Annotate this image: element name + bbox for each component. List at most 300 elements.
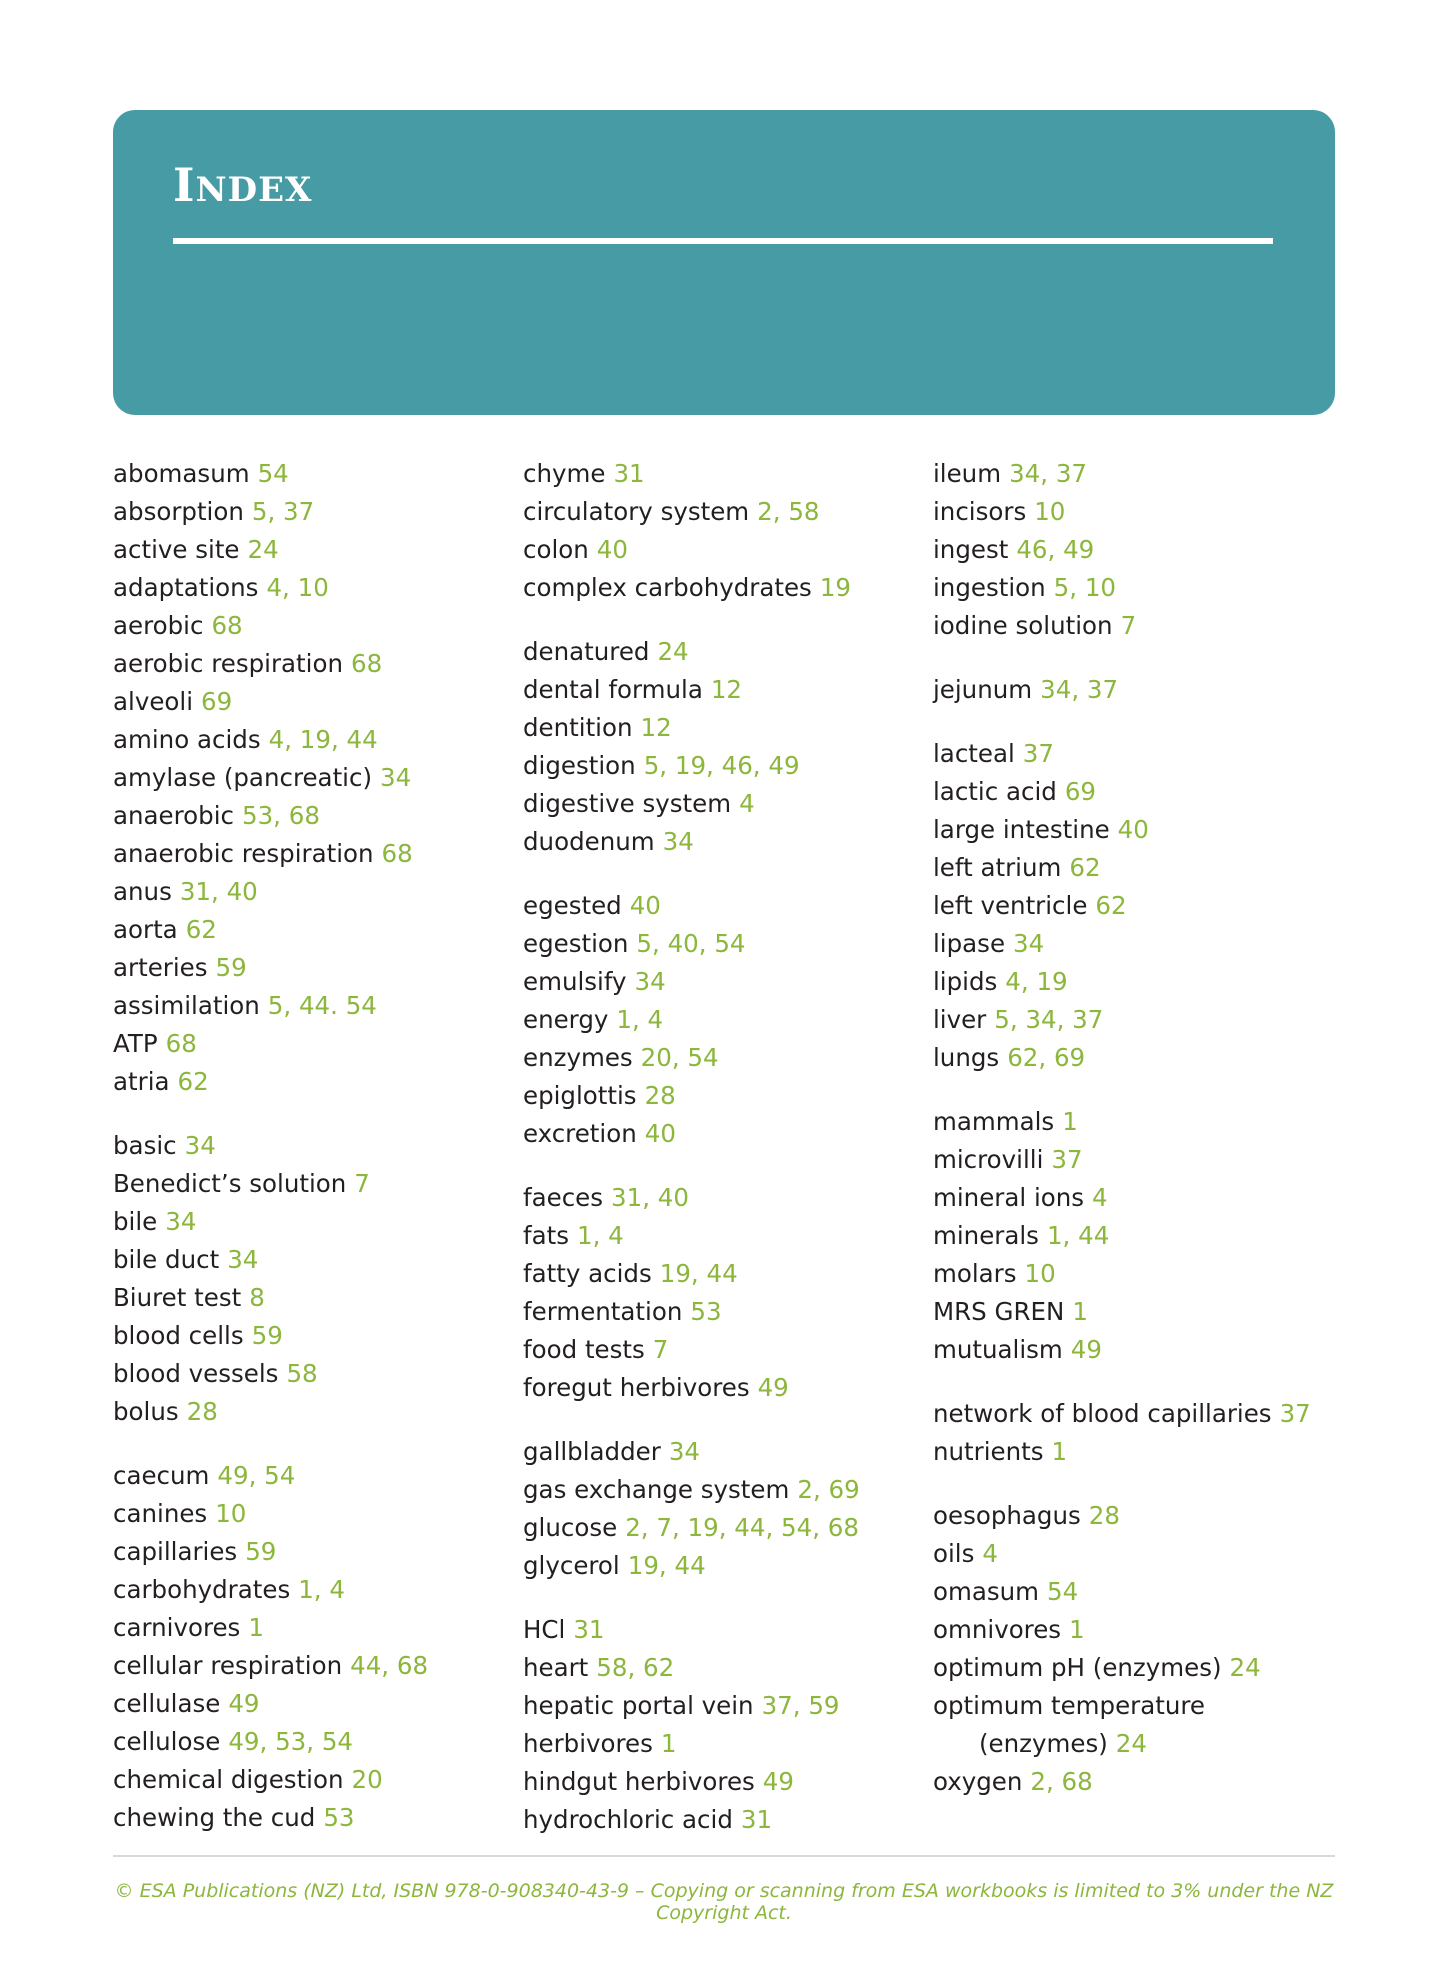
index-entry: [523, 1001, 915, 1039]
index-term: amino acids: [113, 725, 261, 754]
index-group: [933, 1497, 1325, 1801]
index-page-numbers: 10: [1024, 1259, 1056, 1288]
index-term: adaptations: [113, 573, 259, 602]
index-page-numbers: 49: [228, 1689, 260, 1718]
index-page-numbers: 37, 59: [761, 1691, 840, 1720]
index-entry: [523, 1293, 915, 1331]
index-group: [933, 671, 1325, 709]
index-page-numbers: 7: [1120, 611, 1137, 640]
index-page-numbers: 49: [1070, 1335, 1102, 1364]
index-entry: [523, 1331, 915, 1369]
index-entry: [933, 811, 1325, 849]
index-term: (enzymes): [979, 1729, 1108, 1758]
index-page-numbers: 5, 44. 54: [267, 991, 377, 1020]
index-entry: [113, 1241, 505, 1279]
index-entry: [933, 1687, 1325, 1725]
index-term: digestion: [523, 751, 636, 780]
index-term: fats: [523, 1221, 570, 1250]
index-page-numbers: 24: [1229, 1653, 1261, 1682]
index-entry: [933, 925, 1325, 963]
index-term: anus: [113, 877, 172, 906]
index-page-numbers: 19, 44: [627, 1551, 706, 1580]
index-term: caecum: [113, 1461, 210, 1490]
index-page-numbers: 31, 40: [179, 877, 258, 906]
index-term: denatured: [523, 637, 650, 666]
index-entry: [523, 1687, 915, 1725]
index-term: ATP: [113, 1029, 158, 1058]
index-entry: [523, 1801, 915, 1839]
index-term: lipase: [933, 929, 1006, 958]
index-entry: [523, 1217, 915, 1255]
index-term: oesophagus: [933, 1501, 1081, 1530]
index-entry: [113, 1355, 505, 1393]
index-term: epiglottis: [523, 1081, 637, 1110]
index-term: energy: [523, 1005, 609, 1034]
index-page-numbers: 62: [1095, 891, 1127, 920]
index-term: lacteal: [933, 739, 1015, 768]
index-entry: [933, 1103, 1325, 1141]
index-entry: [113, 949, 505, 987]
index-term: chyme: [523, 459, 606, 488]
index-term: heart: [523, 1653, 589, 1682]
index-page-numbers: 49, 54: [217, 1461, 296, 1490]
index-term: emulsify: [523, 967, 627, 996]
index-page-numbers: 37: [1279, 1399, 1311, 1428]
index-page-numbers: 49, 53, 54: [228, 1727, 354, 1756]
index-page-numbers: 34, 37: [1009, 459, 1088, 488]
index-page-numbers: 4, 19, 44: [268, 725, 378, 754]
index-entry: [113, 911, 505, 949]
index-page-numbers: 12: [640, 713, 672, 742]
index-page-numbers: 62: [185, 915, 217, 944]
index-term: complex carbohydrates: [523, 573, 812, 602]
index-page-numbers: 1: [1069, 1615, 1085, 1644]
index-entry: [113, 531, 505, 569]
index-term: omasum: [933, 1577, 1040, 1606]
index-term: ileum: [933, 459, 1002, 488]
index-page-numbers: 54: [1047, 1577, 1079, 1606]
index-page-numbers: 1, 4: [577, 1221, 624, 1250]
index-term: large intestine: [933, 815, 1110, 844]
index-entry: [523, 671, 915, 709]
index-entry: [523, 785, 915, 823]
index-entry: [523, 1725, 915, 1763]
index-term: network of blood capillaries: [933, 1399, 1272, 1428]
index-page-numbers: 12: [710, 675, 743, 704]
index-page-numbers: 40: [596, 535, 628, 564]
index-page-numbers: 1: [660, 1729, 677, 1758]
index-term: aorta: [113, 915, 178, 944]
index-page-numbers: 19: [819, 573, 852, 602]
index-group: [523, 455, 915, 607]
index-page-numbers: 40: [644, 1119, 676, 1148]
index-page-numbers: 59: [245, 1537, 277, 1566]
index-entry: [113, 1165, 505, 1203]
index-group: [523, 887, 915, 1153]
index-page-numbers: 40: [629, 891, 661, 920]
index-term: amylase (pancreatic): [113, 763, 373, 792]
index-entry: [523, 925, 915, 963]
index-entry: [933, 531, 1325, 569]
index-entry: [933, 1611, 1325, 1649]
index-term: anaerobic respiration: [113, 839, 374, 868]
index-page-numbers: 34: [184, 1131, 216, 1160]
index-page-numbers: 7: [652, 1335, 669, 1364]
index-term: digestive system: [523, 789, 732, 818]
index-term: hindgut herbivores: [523, 1767, 755, 1796]
index-term: active site: [113, 535, 240, 564]
index-page-numbers: 31: [573, 1615, 605, 1644]
index-entry: [933, 569, 1325, 607]
index-entry: [113, 759, 505, 797]
index-entry: [933, 607, 1325, 645]
index-term: left ventricle: [933, 891, 1088, 920]
index-term: MRS GREN: [933, 1297, 1065, 1326]
index-entry: [933, 1433, 1325, 1471]
index-entry: [113, 683, 505, 721]
index-entry: [523, 1509, 915, 1547]
index-column-2: [523, 455, 933, 1865]
index-entry: [523, 1369, 915, 1407]
index-page-numbers: 40: [1117, 815, 1149, 844]
index-page-numbers: 5, 19, 46, 49: [643, 751, 800, 780]
index-page-numbers: 31, 40: [611, 1183, 689, 1212]
index-entry: [523, 709, 915, 747]
index-entry: [933, 671, 1325, 709]
footer-copyright: © ESA Publications (NZ) Ltd, ISBN 978-0-908340-43-9 – Copying or scanning from ESA workbooks is limited to 3% under the NZ Copyright Act.: [114, 1880, 1334, 1924]
index-entry: [113, 569, 505, 607]
index-page-numbers: 2, 7, 19, 44, 54, 68: [625, 1513, 859, 1542]
index-page-numbers: 59: [215, 953, 247, 982]
index-group: [523, 1179, 915, 1407]
index-term: Biuret test: [113, 1283, 242, 1312]
index-page-numbers: 34: [634, 967, 666, 996]
index-entry: [113, 1723, 505, 1761]
index-term: absorption: [113, 497, 244, 526]
index-term: assimilation: [113, 991, 260, 1020]
index-entry: [933, 887, 1325, 925]
index-entry: [933, 1255, 1325, 1293]
index-page-numbers: 1: [248, 1613, 264, 1642]
index-term: dentition: [523, 713, 633, 742]
index-entry: [113, 1127, 505, 1165]
index-entry: [113, 1025, 505, 1063]
index-entry: [113, 987, 505, 1025]
index-entry: [113, 721, 505, 759]
index-term: hepatic portal vein: [523, 1691, 754, 1720]
index-entry: [933, 735, 1325, 773]
index-entry: [933, 1331, 1325, 1369]
index-group: [933, 455, 1325, 645]
index-entry: [523, 1433, 915, 1471]
index-term: blood vessels: [113, 1359, 279, 1388]
index-term: glycerol: [523, 1551, 620, 1580]
index-entry: [933, 1573, 1325, 1611]
index-group: [113, 1127, 505, 1431]
index-column-1: [113, 455, 523, 1865]
index-page-numbers: 68: [350, 649, 383, 678]
index-term: capillaries: [113, 1537, 238, 1566]
index-page-numbers: 5, 34, 37: [994, 1005, 1104, 1034]
index-term: herbivores: [523, 1729, 653, 1758]
index-entry: [933, 1725, 1325, 1763]
index-term: bile duct: [113, 1245, 220, 1274]
index-page-numbers: 7: [354, 1169, 370, 1198]
index-entry: [113, 1063, 505, 1101]
footer-divider: [113, 1855, 1335, 1857]
index-term: excretion: [523, 1119, 637, 1148]
index-term: enzymes: [523, 1043, 633, 1072]
index-page-numbers: 1: [1072, 1297, 1088, 1326]
index-entry: [523, 569, 915, 607]
index-entry: [933, 773, 1325, 811]
index-page-numbers: 5, 40, 54: [636, 929, 746, 958]
index-term: fatty acids: [523, 1259, 652, 1288]
index-entry: [113, 1647, 505, 1685]
index-term: colon: [523, 535, 589, 564]
index-term: alveoli: [113, 687, 193, 716]
index-entry: [523, 887, 915, 925]
index-term: HCl: [523, 1615, 566, 1644]
index-entry: [933, 493, 1325, 531]
index-page-numbers: 44, 68: [350, 1651, 429, 1680]
index-header-banner: [113, 110, 1335, 415]
index-term: left atrium: [933, 853, 1062, 882]
index-term: foregut herbivores: [523, 1373, 750, 1402]
index-entry: [523, 1611, 915, 1649]
index-page-numbers: 37: [1051, 1145, 1083, 1174]
index-entry: [523, 455, 915, 493]
index-entry: [113, 1609, 505, 1647]
index-term: ingestion: [933, 573, 1046, 602]
index-term: molars: [933, 1259, 1017, 1288]
page-title-rest: NDEX: [195, 170, 313, 210]
index-group: [113, 1457, 505, 1837]
index-entry: [113, 835, 505, 873]
index-term: egested: [523, 891, 622, 920]
index-term: lungs: [933, 1043, 1000, 1072]
index-page-numbers: 1: [1051, 1437, 1068, 1466]
index-term: cellulase: [113, 1689, 221, 1718]
index-term: optimum temperature: [933, 1691, 1206, 1720]
index-term: iodine solution: [933, 611, 1113, 640]
index-page-numbers: 2, 58: [757, 497, 820, 526]
index-group: [933, 1103, 1325, 1369]
index-entry: [933, 1763, 1325, 1801]
index-group: [523, 633, 915, 861]
index-entry: [113, 1533, 505, 1571]
index-entry: [523, 531, 915, 569]
index-entry: [523, 747, 915, 785]
index-term: mammals: [933, 1107, 1055, 1136]
index-page-numbers: 24: [247, 535, 279, 564]
index-entry: [933, 963, 1325, 1001]
index-page-numbers: 4, 10: [266, 573, 329, 602]
index-entry: [113, 797, 505, 835]
index-entry: [933, 1039, 1325, 1077]
index-page-numbers: 34: [380, 763, 412, 792]
index-page-numbers: 53: [690, 1297, 722, 1326]
index-page-numbers: 28: [186, 1397, 218, 1426]
index-page-numbers: 4: [739, 789, 755, 818]
index-entry: [523, 1471, 915, 1509]
index-term: abomasum: [113, 459, 250, 488]
index-entry: [113, 1457, 505, 1495]
index-group: [933, 1395, 1325, 1471]
index-term: ingest: [933, 535, 1009, 564]
index-group: [523, 1611, 915, 1839]
index-page-numbers: 34, 37: [1040, 675, 1119, 704]
index-page-numbers: 4: [1092, 1183, 1108, 1212]
index-entry: [523, 493, 915, 531]
index-term: atria: [113, 1067, 170, 1096]
index-entry: [113, 1685, 505, 1723]
index-page-numbers: 59: [251, 1321, 283, 1350]
index-page-numbers: 2, 69: [797, 1475, 860, 1504]
index-page-numbers: 68: [381, 839, 413, 868]
index-entry: [933, 849, 1325, 887]
index-entry: [933, 1001, 1325, 1039]
index-term: lipids: [933, 967, 998, 996]
index-page-numbers: 68: [211, 611, 243, 640]
index-term: arteries: [113, 953, 208, 982]
index-term: gas exchange system: [523, 1475, 790, 1504]
index-page-numbers: 5, 37: [251, 497, 315, 526]
index-term: bile: [113, 1207, 158, 1236]
index-entry: [113, 1279, 505, 1317]
index-page-numbers: 28: [644, 1081, 676, 1110]
index-page-numbers: 34: [227, 1245, 259, 1274]
index-entry: [113, 1203, 505, 1241]
index-entry: [113, 455, 505, 493]
index-term: fermentation: [523, 1297, 683, 1326]
index-columns: [113, 455, 1343, 1865]
index-term: microvilli: [933, 1145, 1044, 1174]
index-term: oxygen: [933, 1767, 1023, 1796]
index-page-numbers: 46, 49: [1016, 535, 1095, 564]
index-term: canines: [113, 1499, 208, 1528]
index-term: oils: [933, 1539, 975, 1568]
index-group: [933, 735, 1325, 1077]
index-page-numbers: 24: [1115, 1729, 1147, 1758]
index-page-numbers: 1, 4: [298, 1575, 345, 1604]
index-column-3: [933, 455, 1343, 1865]
index-term: aerobic respiration: [113, 649, 343, 678]
index-term: glucose: [523, 1513, 618, 1542]
index-entry: [113, 1393, 505, 1431]
index-page-numbers: 62, 69: [1007, 1043, 1086, 1072]
index-page-numbers: 34: [662, 827, 694, 856]
index-page-numbers: 31: [740, 1805, 773, 1834]
index-page-numbers: 34: [668, 1437, 700, 1466]
index-term: omnivores: [933, 1615, 1062, 1644]
header-divider: [173, 238, 1273, 244]
index-entry: [113, 607, 505, 645]
index-entry: [113, 645, 505, 683]
index-term: liver: [933, 1005, 987, 1034]
index-entry: [933, 455, 1325, 493]
index-page-numbers: 1, 4: [616, 1005, 664, 1034]
index-page-numbers: 37: [1022, 739, 1054, 768]
index-page-numbers: 58: [286, 1359, 318, 1388]
index-entry: [523, 963, 915, 1001]
index-term: anaerobic: [113, 801, 234, 830]
index-page-numbers: 34: [165, 1207, 197, 1236]
index-page-numbers: 20: [351, 1765, 383, 1794]
index-entry: [113, 1571, 505, 1609]
index-group: [113, 455, 505, 1101]
index-term: chewing the cud: [113, 1803, 316, 1832]
index-page-numbers: 53, 68: [241, 801, 320, 830]
index-entry: [523, 1179, 915, 1217]
index-term: jejunum: [933, 675, 1033, 704]
index-term: faeces: [523, 1183, 604, 1212]
index-term: aerobic: [113, 611, 204, 640]
index-entry: [933, 1497, 1325, 1535]
index-entry: [933, 1217, 1325, 1255]
index-page-numbers: 62: [177, 1067, 209, 1096]
index-term: gallbladder: [523, 1437, 661, 1466]
index-term: cellular respiration: [113, 1651, 343, 1680]
page-title-initial: I: [173, 158, 196, 212]
index-entry: [523, 1547, 915, 1585]
index-term: lactic acid: [933, 777, 1057, 806]
index-term: chemical digestion: [113, 1765, 344, 1794]
index-term: blood cells: [113, 1321, 244, 1350]
index-group: [523, 1433, 915, 1585]
index-page-numbers: 62: [1069, 853, 1101, 882]
index-entry: [113, 493, 505, 531]
index-page-numbers: 49: [757, 1373, 789, 1402]
index-term: mineral ions: [933, 1183, 1085, 1212]
index-term: dental formula: [523, 675, 703, 704]
index-entry: [523, 1077, 915, 1115]
index-page-numbers: 19, 44: [659, 1259, 738, 1288]
index-entry: [933, 1141, 1325, 1179]
index-term: optimum pH (enzymes): [933, 1653, 1222, 1682]
index-term: incisors: [933, 497, 1027, 526]
index-entry: [933, 1649, 1325, 1687]
index-page-numbers: 54: [257, 459, 289, 488]
index-page-numbers: 4: [982, 1539, 998, 1568]
index-page-numbers: 68: [165, 1029, 197, 1058]
index-page-numbers: 49: [762, 1767, 794, 1796]
index-term: bolus: [113, 1397, 179, 1426]
index-page-numbers: 58, 62: [596, 1653, 675, 1682]
index-term: minerals: [933, 1221, 1039, 1250]
index-page-numbers: 34: [1013, 929, 1045, 958]
index-term: cellulose: [113, 1727, 221, 1756]
index-page-numbers: 1, 44: [1046, 1221, 1110, 1250]
index-page-numbers: 53: [323, 1803, 355, 1832]
index-term: duodenum: [523, 827, 655, 856]
index-term: carnivores: [113, 1613, 241, 1642]
index-entry: [933, 1535, 1325, 1573]
index-page-numbers: 24: [657, 637, 689, 666]
index-page-numbers: 20, 54: [640, 1043, 719, 1072]
index-entry: [523, 1255, 915, 1293]
index-entry: [113, 1317, 505, 1355]
index-entry: [933, 1395, 1325, 1433]
index-entry: [523, 633, 915, 671]
index-page-numbers: 5, 10: [1053, 573, 1116, 602]
index-term: basic: [113, 1131, 177, 1160]
index-page-numbers: 69: [201, 687, 233, 716]
index-entry: [933, 1293, 1325, 1331]
index-term: circulatory system: [523, 497, 750, 526]
index-term: mutualism: [933, 1335, 1063, 1364]
index-entry: [523, 1115, 915, 1153]
